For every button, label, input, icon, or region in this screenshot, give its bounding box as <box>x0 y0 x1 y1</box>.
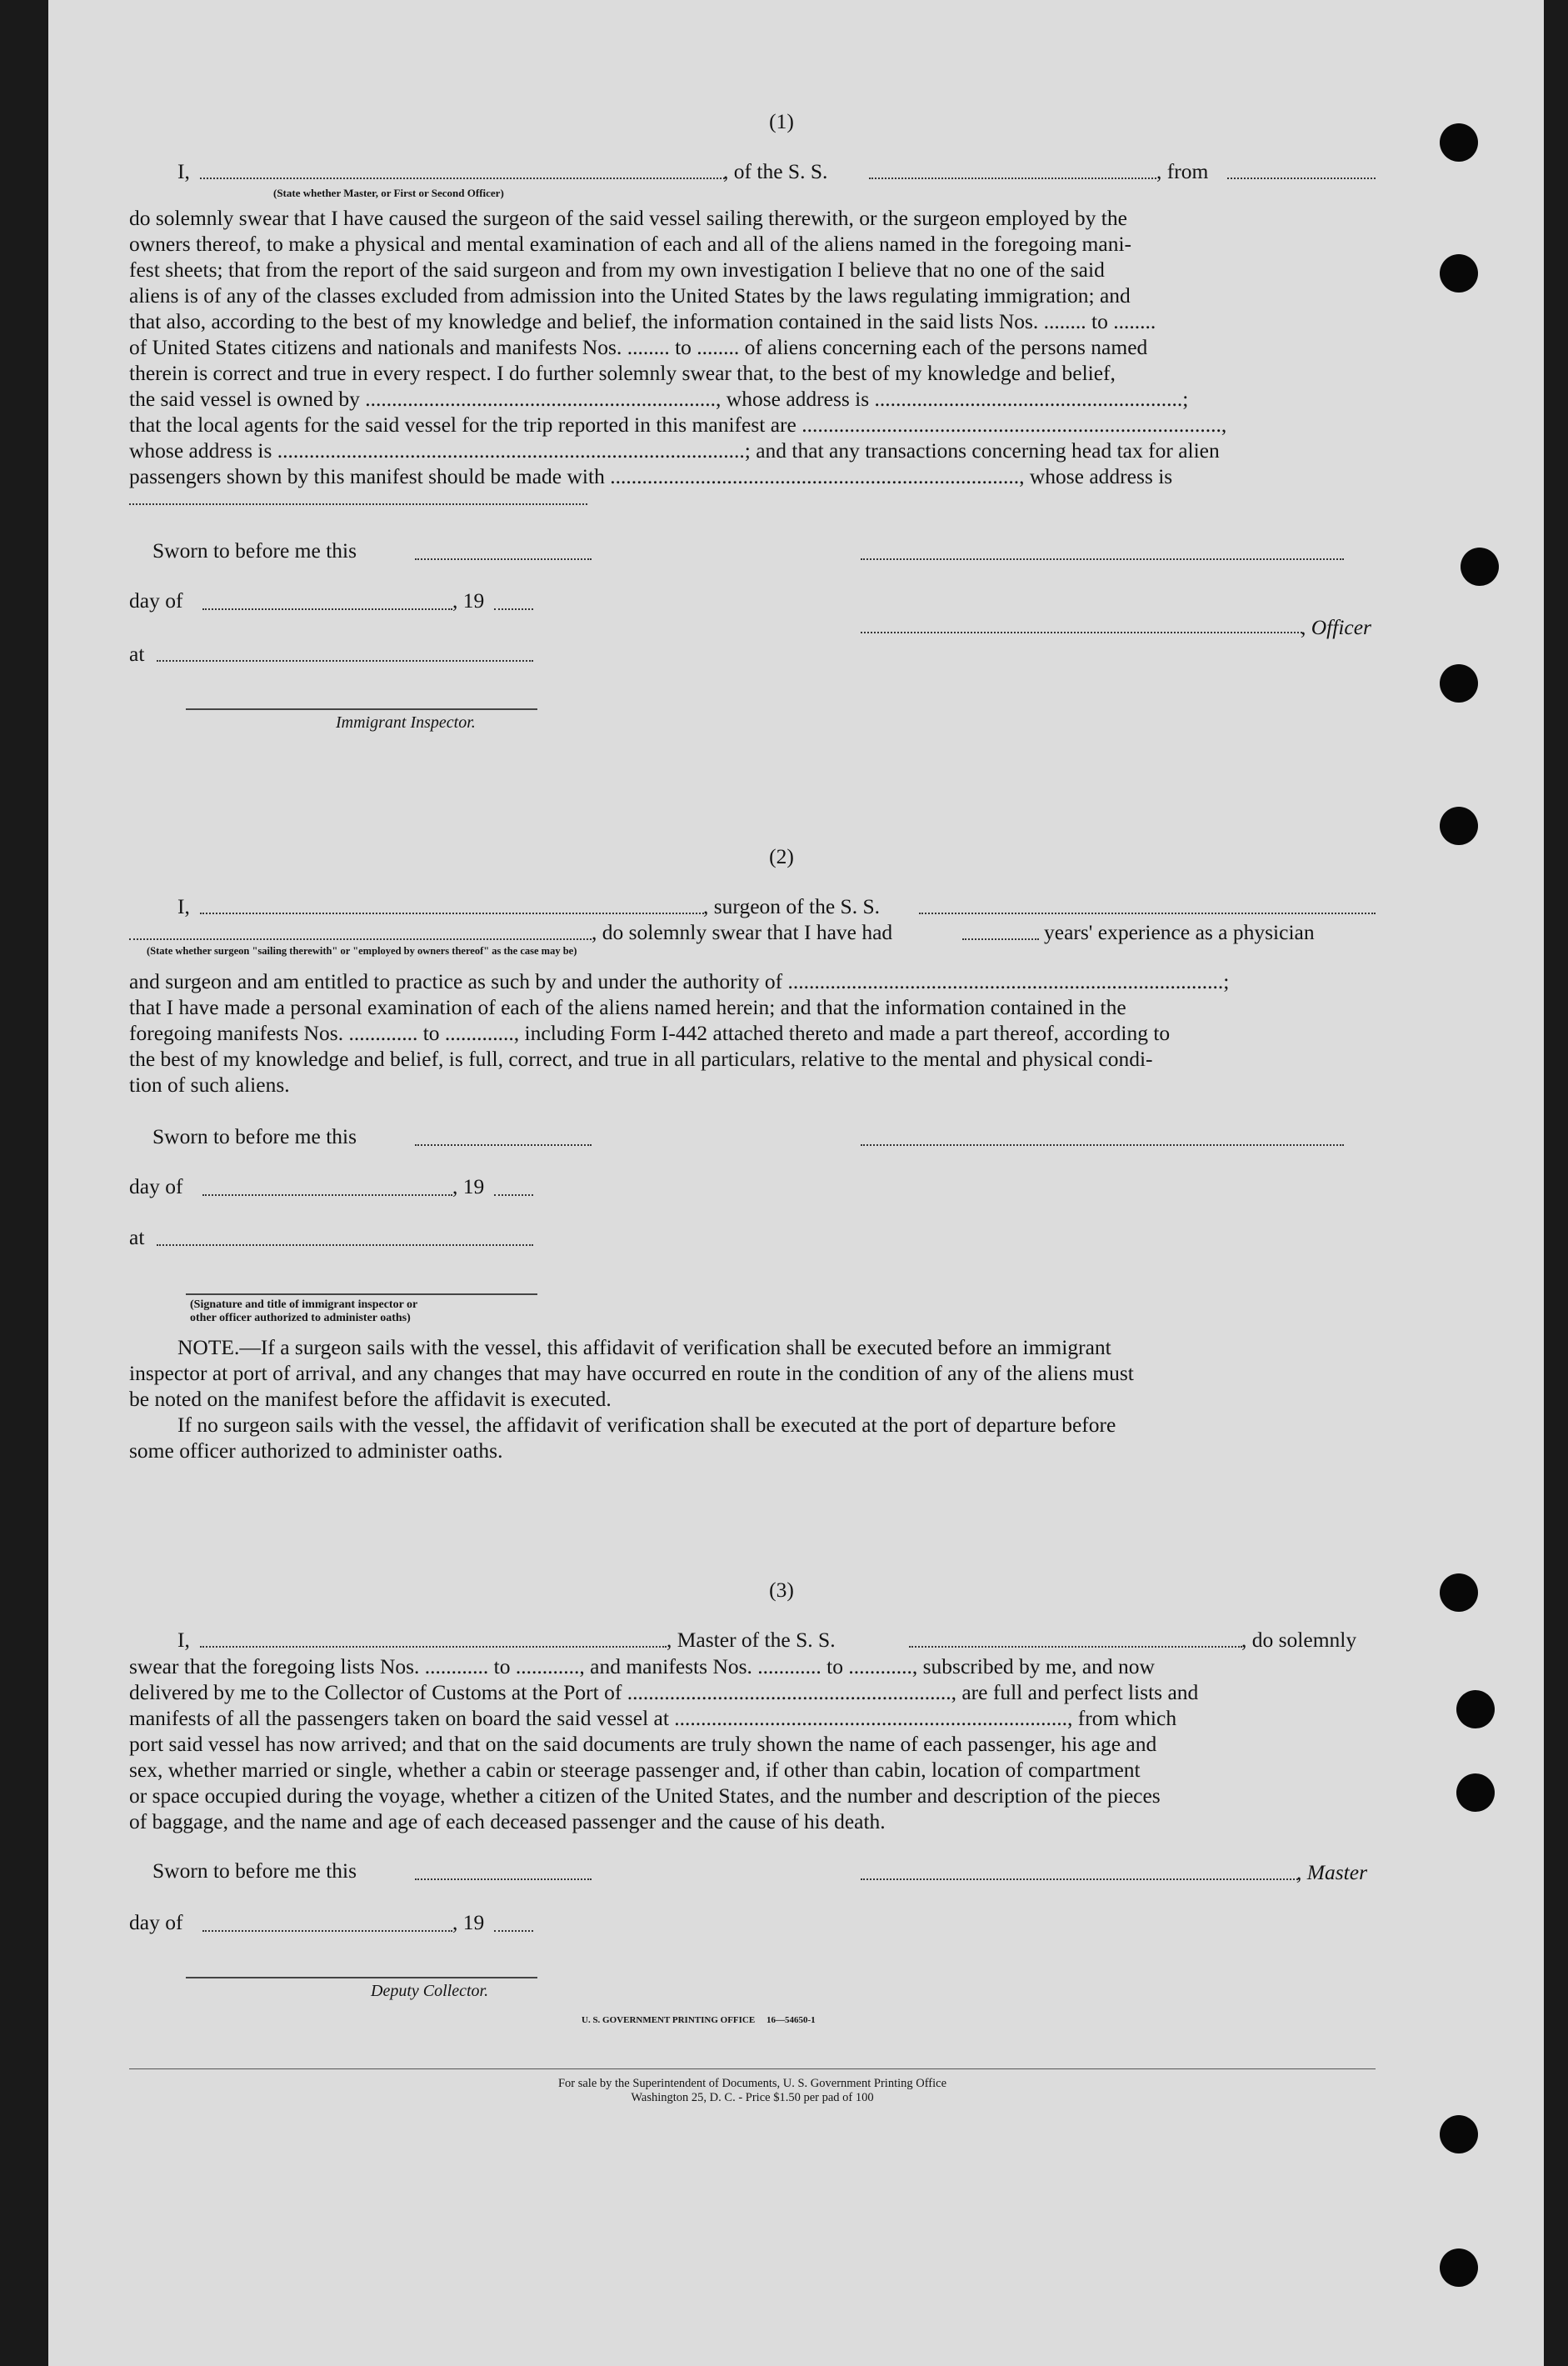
section-1-year-field[interactable] <box>494 608 533 610</box>
section-1-line: passengers shown by this manifest should be made with ............................................................................., whose address is <box>129 464 1173 488</box>
sale-notice-1: For sale by the Superintendent of Documents, U. S. Government Printing Office <box>557 2077 947 2090</box>
section-2-sworn-date-field[interactable] <box>415 1144 592 1146</box>
binder-hole-7 <box>1456 1690 1495 1728</box>
from-port-field[interactable] <box>1227 178 1376 179</box>
note-line: inspector at port of arrival, and any changes that may have occurred en route in the condition of any of the aliens must <box>129 1361 1134 1385</box>
vessel-name-field-3[interactable] <box>909 1646 1242 1648</box>
footer-rule <box>129 2068 1376 2069</box>
authorized-officer-caption-2: other officer authorized to administer oaths) <box>190 1312 411 1324</box>
binder-hole-3 <box>1461 548 1499 586</box>
section-1-place-field[interactable] <box>157 660 533 662</box>
section-1-number: (1) <box>769 109 794 133</box>
section-1-line: the said vessel is owned by .................................................................., whose address is ..........................................................; <box>129 387 1189 411</box>
vessel-name-field-2[interactable] <box>919 913 1376 914</box>
officer-title-caption: (State whether Master, or First or Second Officer) <box>273 187 504 199</box>
inspector-caption: Immigrant Inspector. <box>336 713 476 732</box>
section-2-line: and surgeon and am entitled to practice as such by and under the authority of ..................................................................................; <box>129 969 1230 993</box>
binder-hole-2 <box>1440 254 1478 293</box>
binder-hole-9 <box>1440 2115 1478 2153</box>
section-3-line: port said vessel has now arrived; and that on the said documents are truly shown the name of each passenger, his age and <box>129 1732 1157 1756</box>
section-2-sworn: Sworn to before me this <box>152 1124 357 1148</box>
vessel-name-field-1[interactable] <box>869 178 1156 179</box>
section-3-day-field[interactable] <box>202 1930 452 1932</box>
section-2-line: that I have made a personal examination of each of the aliens named herein; and that the information contained in the <box>129 995 1126 1019</box>
section-3-end: , do solemnly <box>1241 1628 1357 1652</box>
section-2-surgeon-label: , surgeon of the S. S. <box>703 894 881 918</box>
section-2-oath-text: , do solemnly swear that I have had <box>592 920 893 944</box>
binder-hole-1 <box>1440 123 1478 162</box>
officer-name-field[interactable] <box>861 632 1302 633</box>
officer-title-field[interactable] <box>200 178 725 179</box>
section-2-surgeon-signature-field[interactable] <box>861 1144 1344 1146</box>
master-caption: , Master <box>1296 1860 1367 1884</box>
deputy-collector-caption: Deputy Collector. <box>371 1982 489 2000</box>
surgeon-status-field[interactable] <box>129 938 592 940</box>
section-1-line: fest sheets; that from the report of the said surgeon and from my own investigation I believe that no one of the said <box>129 258 1105 282</box>
note-line: NOTE.—If a surgeon sails with the vessel, this affidavit of verification shall be executed before an immigrant <box>177 1335 1111 1359</box>
binder-hole-4 <box>1440 664 1478 703</box>
section-1-vessel-label: , of the S. S. <box>723 159 828 183</box>
section-3-day-of: day of <box>129 1910 183 1934</box>
section-2-line: tion of such aliens. <box>129 1073 290 1097</box>
officer-caption: , Officer <box>1301 615 1371 639</box>
section-1-at: at <box>129 642 145 666</box>
authorized-officer-signature-line[interactable] <box>186 1293 537 1295</box>
gpo-imprint: U. S. GOVERNMENT PRINTING OFFICE 16—54650-1 <box>582 2015 816 2025</box>
section-2-number: (2) <box>769 844 794 868</box>
section-2-at: at <box>129 1225 145 1249</box>
section-2-years-label: years' experience as a physician <box>1044 920 1315 944</box>
note-line: If no surgeon sails with the vessel, the affidavit of verification shall be executed at the port of departure before <box>177 1413 1116 1437</box>
section-2-line: the best of my knowledge and belief, is full, correct, and true in all particulars, relative to the mental and physical condi- <box>129 1047 1153 1071</box>
section-1-line: of United States citizens and nationals and manifests Nos. ........ to ........ of aliens concerning each of the persons named <box>129 335 1148 359</box>
section-1-i: I, <box>177 159 190 183</box>
note-line: some officer authorized to administer oaths. <box>129 1438 503 1463</box>
manifest-verification-form <box>48 0 1544 2366</box>
section-3-i: I, <box>177 1628 190 1652</box>
section-1-day-field[interactable] <box>202 608 452 610</box>
section-2-place-field[interactable] <box>157 1244 533 1246</box>
section-2-year: , 19 <box>452 1174 485 1198</box>
section-3-line: swear that the foregoing lists Nos. ............ to ............, and manifests Nos. ............ to ............, subscribed by me, and now <box>129 1654 1155 1678</box>
section-3-line: manifests of all the passengers taken on board the said vessel at .........................................................................., from which <box>129 1706 1177 1730</box>
binder-hole-10 <box>1440 2248 1478 2287</box>
inspector-signature-line[interactable] <box>186 708 537 710</box>
deputy-collector-signature-line[interactable] <box>186 1977 537 1978</box>
section-3-line: or space occupied during the voyage, whether a citizen of the United States, and the number and description of the pieces <box>129 1783 1161 1808</box>
section-2-day-of: day of <box>129 1174 183 1198</box>
section-1-line: do solemnly swear that I have caused the surgeon of the said vessel sailing therewith, or the surgeon employed by the <box>129 206 1127 230</box>
note-line: be noted on the manifest before the affidavit is executed. <box>129 1387 612 1411</box>
section-3-year: , 19 <box>452 1910 485 1934</box>
surgeon-name-field[interactable] <box>200 913 704 914</box>
section-1-from-label: , from <box>1156 159 1209 183</box>
section-1-line: aliens is of any of the classes excluded from admission into the United States by the laws regulating immigration; and <box>129 283 1131 308</box>
binder-hole-8 <box>1456 1773 1495 1812</box>
surgeon-status-caption: (State whether surgeon "sailing therewith" or "employed by owners thereof" as the case may be) <box>147 945 577 957</box>
years-experience-field[interactable] <box>962 938 1039 940</box>
section-3-line: sex, whether married or single, whether a cabin or steerage passenger and, if other than cabin, location of compartment <box>129 1758 1141 1782</box>
section-3-sworn: Sworn to before me this <box>152 1858 357 1883</box>
section-1-line: that the local agents for the said vessel for the trip reported in this manifest are ..............................................................................., <box>129 413 1227 437</box>
binder-hole-6 <box>1440 1573 1478 1612</box>
section-1-line: therein is correct and true in every respect. I do further solemnly swear that, to the best of my knowledge and belief, <box>129 361 1116 385</box>
address-continuation-field[interactable] <box>129 503 587 505</box>
section-1-sworn-date-field[interactable] <box>415 558 592 560</box>
sale-notice-2: Washington 25, D. C. - Price $1.50 per pad of 100 <box>631 2091 874 2104</box>
section-3-line: delivered by me to the Collector of Customs at the Port of ............................................................., are full and perfect lists and <box>129 1680 1199 1704</box>
section-3-year-field[interactable] <box>494 1930 533 1932</box>
section-1-line: whose address is ........................................................................................; and that any transactions concerning head tax for alien <box>129 438 1220 463</box>
section-3-line: of baggage, and the name and age of each deceased passenger and the cause of his death. <box>129 1809 886 1833</box>
section-2-line: foregoing manifests Nos. ............. to ............., including Form I-442 attached thereto and made a part thereof, according to <box>129 1021 1171 1045</box>
section-2-day-field[interactable] <box>202 1194 452 1196</box>
master-signature-field[interactable] <box>861 1878 1298 1880</box>
authorized-officer-caption-1: (Signature and title of immigrant inspector or <box>190 1298 418 1311</box>
master-name-field[interactable] <box>200 1646 667 1648</box>
section-1-officer-signature-field[interactable] <box>861 558 1344 560</box>
section-1-line: owners thereof, to make a physical and mental examination of each and all of the aliens named in the foregoing mani- <box>129 232 1132 256</box>
section-1-sworn: Sworn to before me this <box>152 538 357 563</box>
section-1-line: that also, according to the best of my knowledge and belief, the information contained in the said lists Nos. ........ to ........ <box>129 309 1156 333</box>
section-2-i: I, <box>177 894 190 918</box>
section-1-day-of: day of <box>129 588 183 613</box>
binder-hole-5 <box>1440 807 1478 845</box>
section-3-number: (3) <box>769 1578 794 1602</box>
section-3-master-label: , Master of the S. S. <box>667 1628 836 1652</box>
section-3-sworn-date-field[interactable] <box>415 1878 592 1880</box>
section-1-year: , 19 <box>452 588 485 613</box>
section-2-year-field[interactable] <box>494 1194 533 1196</box>
